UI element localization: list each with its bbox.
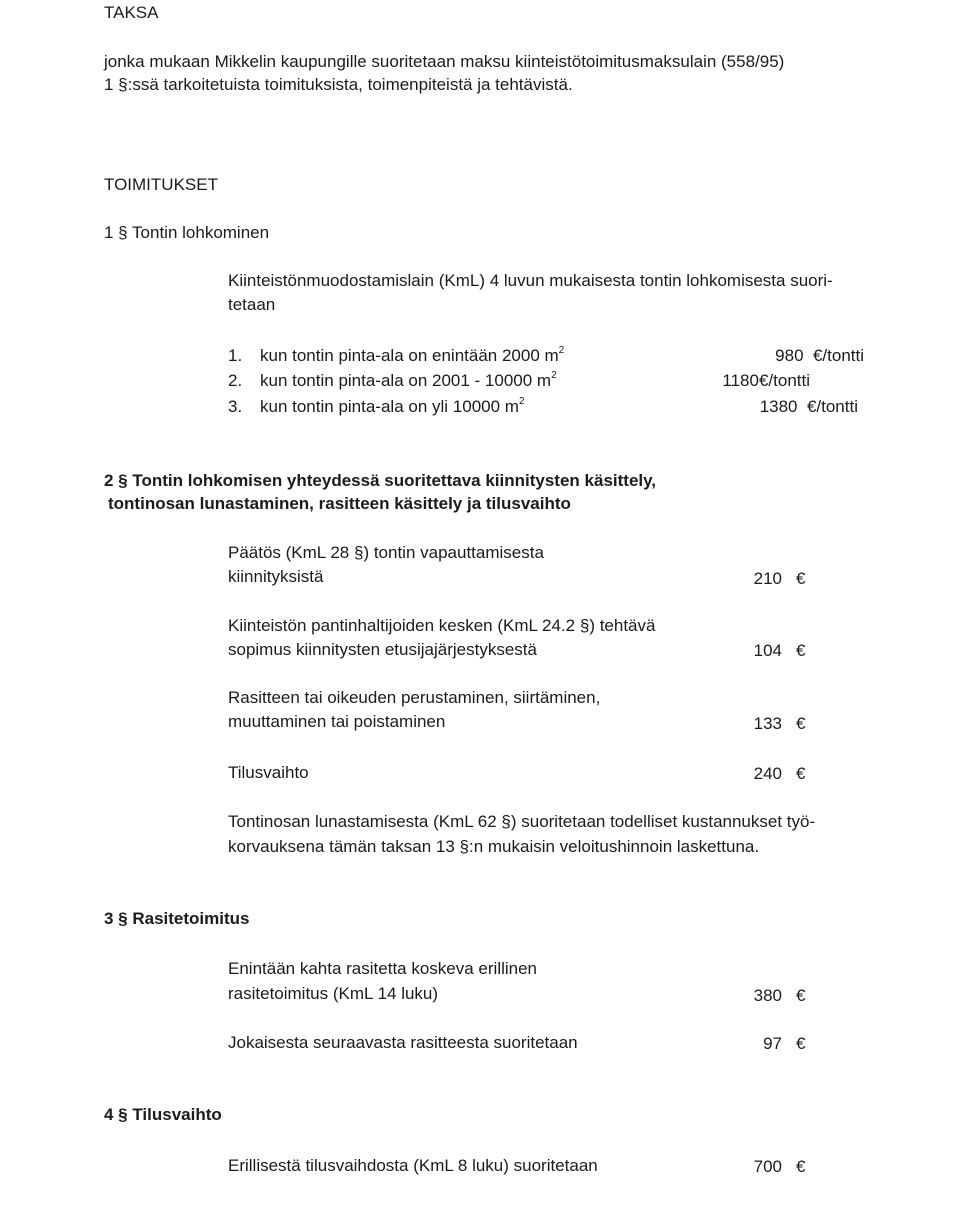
euro-currency: €	[796, 714, 806, 733]
price-item-price: 1180€/tontti	[722, 371, 810, 390]
intro-text-line-1: jonka mukaan Mikkelin kaupungille suoritetaan maksu kiinteistötoimitusmaksulain (558/95)	[104, 52, 785, 71]
fee-item-amount: 240	[753, 764, 782, 783]
fee-item-line-1: Erillisestä tilusvaihdosta (KmL 8 luku) suoritetaan	[228, 1156, 598, 1175]
euro-currency: €	[796, 986, 806, 1005]
section-2-heading-line-2: tontinosan lunastaminen, rasitteen käsittely ja tilusvaihto	[108, 494, 571, 513]
price-item-price: 980 €/tontti	[775, 346, 864, 365]
price-item-text: kun tontin pinta-ala on yli 10000 m	[260, 397, 519, 416]
fee-item-line-1: Rasitteen tai oikeuden perustaminen, siirtäminen,	[228, 688, 601, 707]
section-2-note-line-1: Tontinosan lunastamisesta (KmL 62 §) suoritetaan todelliset kustannukset työ-	[228, 812, 816, 831]
price-item-price: 1380 €/tontti	[759, 397, 858, 416]
euro-currency: €	[796, 764, 806, 783]
fee-item-line-2: muuttaminen tai poistaminen	[228, 712, 446, 731]
fee-item-line-1: Jokaisesta seuraavasta rasitteesta suoritetaan	[228, 1033, 578, 1052]
fee-item-line-1: Päätös (KmL 28 §) tontin vapauttamisesta	[228, 543, 544, 562]
euro-currency: €	[796, 1157, 806, 1176]
superscript: 2	[558, 345, 565, 356]
price-item-number: 1.	[228, 346, 243, 365]
euro-currency: €	[796, 569, 806, 588]
fee-item-line-2: kiinnityksistä	[228, 567, 324, 586]
fee-item-amount: 700	[753, 1157, 782, 1176]
price-item-text: kun tontin pinta-ala on enintään 2000 m	[260, 346, 559, 365]
document-title: TAKSA	[104, 3, 159, 22]
section-2-heading-line-1: 2 § Tontin lohkomisen yhteydessä suoritettava kiinnitysten käsittely,	[104, 471, 657, 490]
intro-text-line-2: 1 §:ssä tarkoitetuista toimituksista, toimenpiteistä ja tehtävistä.	[104, 75, 573, 94]
fee-item-line-1: Kiinteistön pantinhaltijoiden kesken (KmL 24.2 §) tehtävä	[228, 616, 656, 635]
section-1-description-line-2: tetaan	[228, 295, 276, 314]
euro-currency: €	[796, 641, 806, 660]
price-item-number: 3.	[228, 397, 243, 416]
fee-item-amount: 210	[753, 569, 782, 588]
price-item-description	[260, 396, 525, 418]
section-heading-toimitukset: TOIMITUKSET	[104, 175, 218, 194]
fee-item-amount: 380	[753, 986, 782, 1005]
euro-currency: €	[796, 1034, 806, 1053]
fee-item-line-2: sopimus kiinnitysten etusijajärjestyksestä	[228, 640, 537, 659]
fee-item-amount: 97	[763, 1034, 782, 1053]
price-item-number: 2.	[228, 371, 243, 390]
fee-item-amount: 104	[753, 641, 782, 660]
price-item-text: kun tontin pinta-ala on 2001 - 10000 m	[260, 371, 552, 390]
section-3-heading: 3 § Rasitetoimitus	[104, 909, 250, 928]
price-item-description	[260, 345, 564, 367]
section-4-heading: 4 § Tilusvaihto	[104, 1105, 222, 1124]
price-item-description	[260, 370, 557, 392]
superscript: 2	[551, 370, 557, 381]
section-1-description-line-1: Kiinteistönmuodostamislain (KmL) 4 luvun mukaisesta tontin lohkomisesta suori-	[228, 271, 833, 290]
fee-item-line-2: rasitetoimitus (KmL 14 luku)	[228, 984, 439, 1003]
superscript: 2	[518, 396, 525, 407]
fee-item-line-1: Tilusvaihto	[228, 763, 309, 782]
fee-item-amount: 133	[753, 714, 782, 733]
section-2-note-line-2: korvauksena tämän taksan 13 §:n mukaisin veloitushinnoin laskettuna.	[228, 837, 760, 856]
fee-item-line-1: Enintään kahta rasitetta koskeva erillinen	[228, 959, 538, 978]
section-1-heading: 1 § Tontin lohkominen	[104, 223, 270, 242]
